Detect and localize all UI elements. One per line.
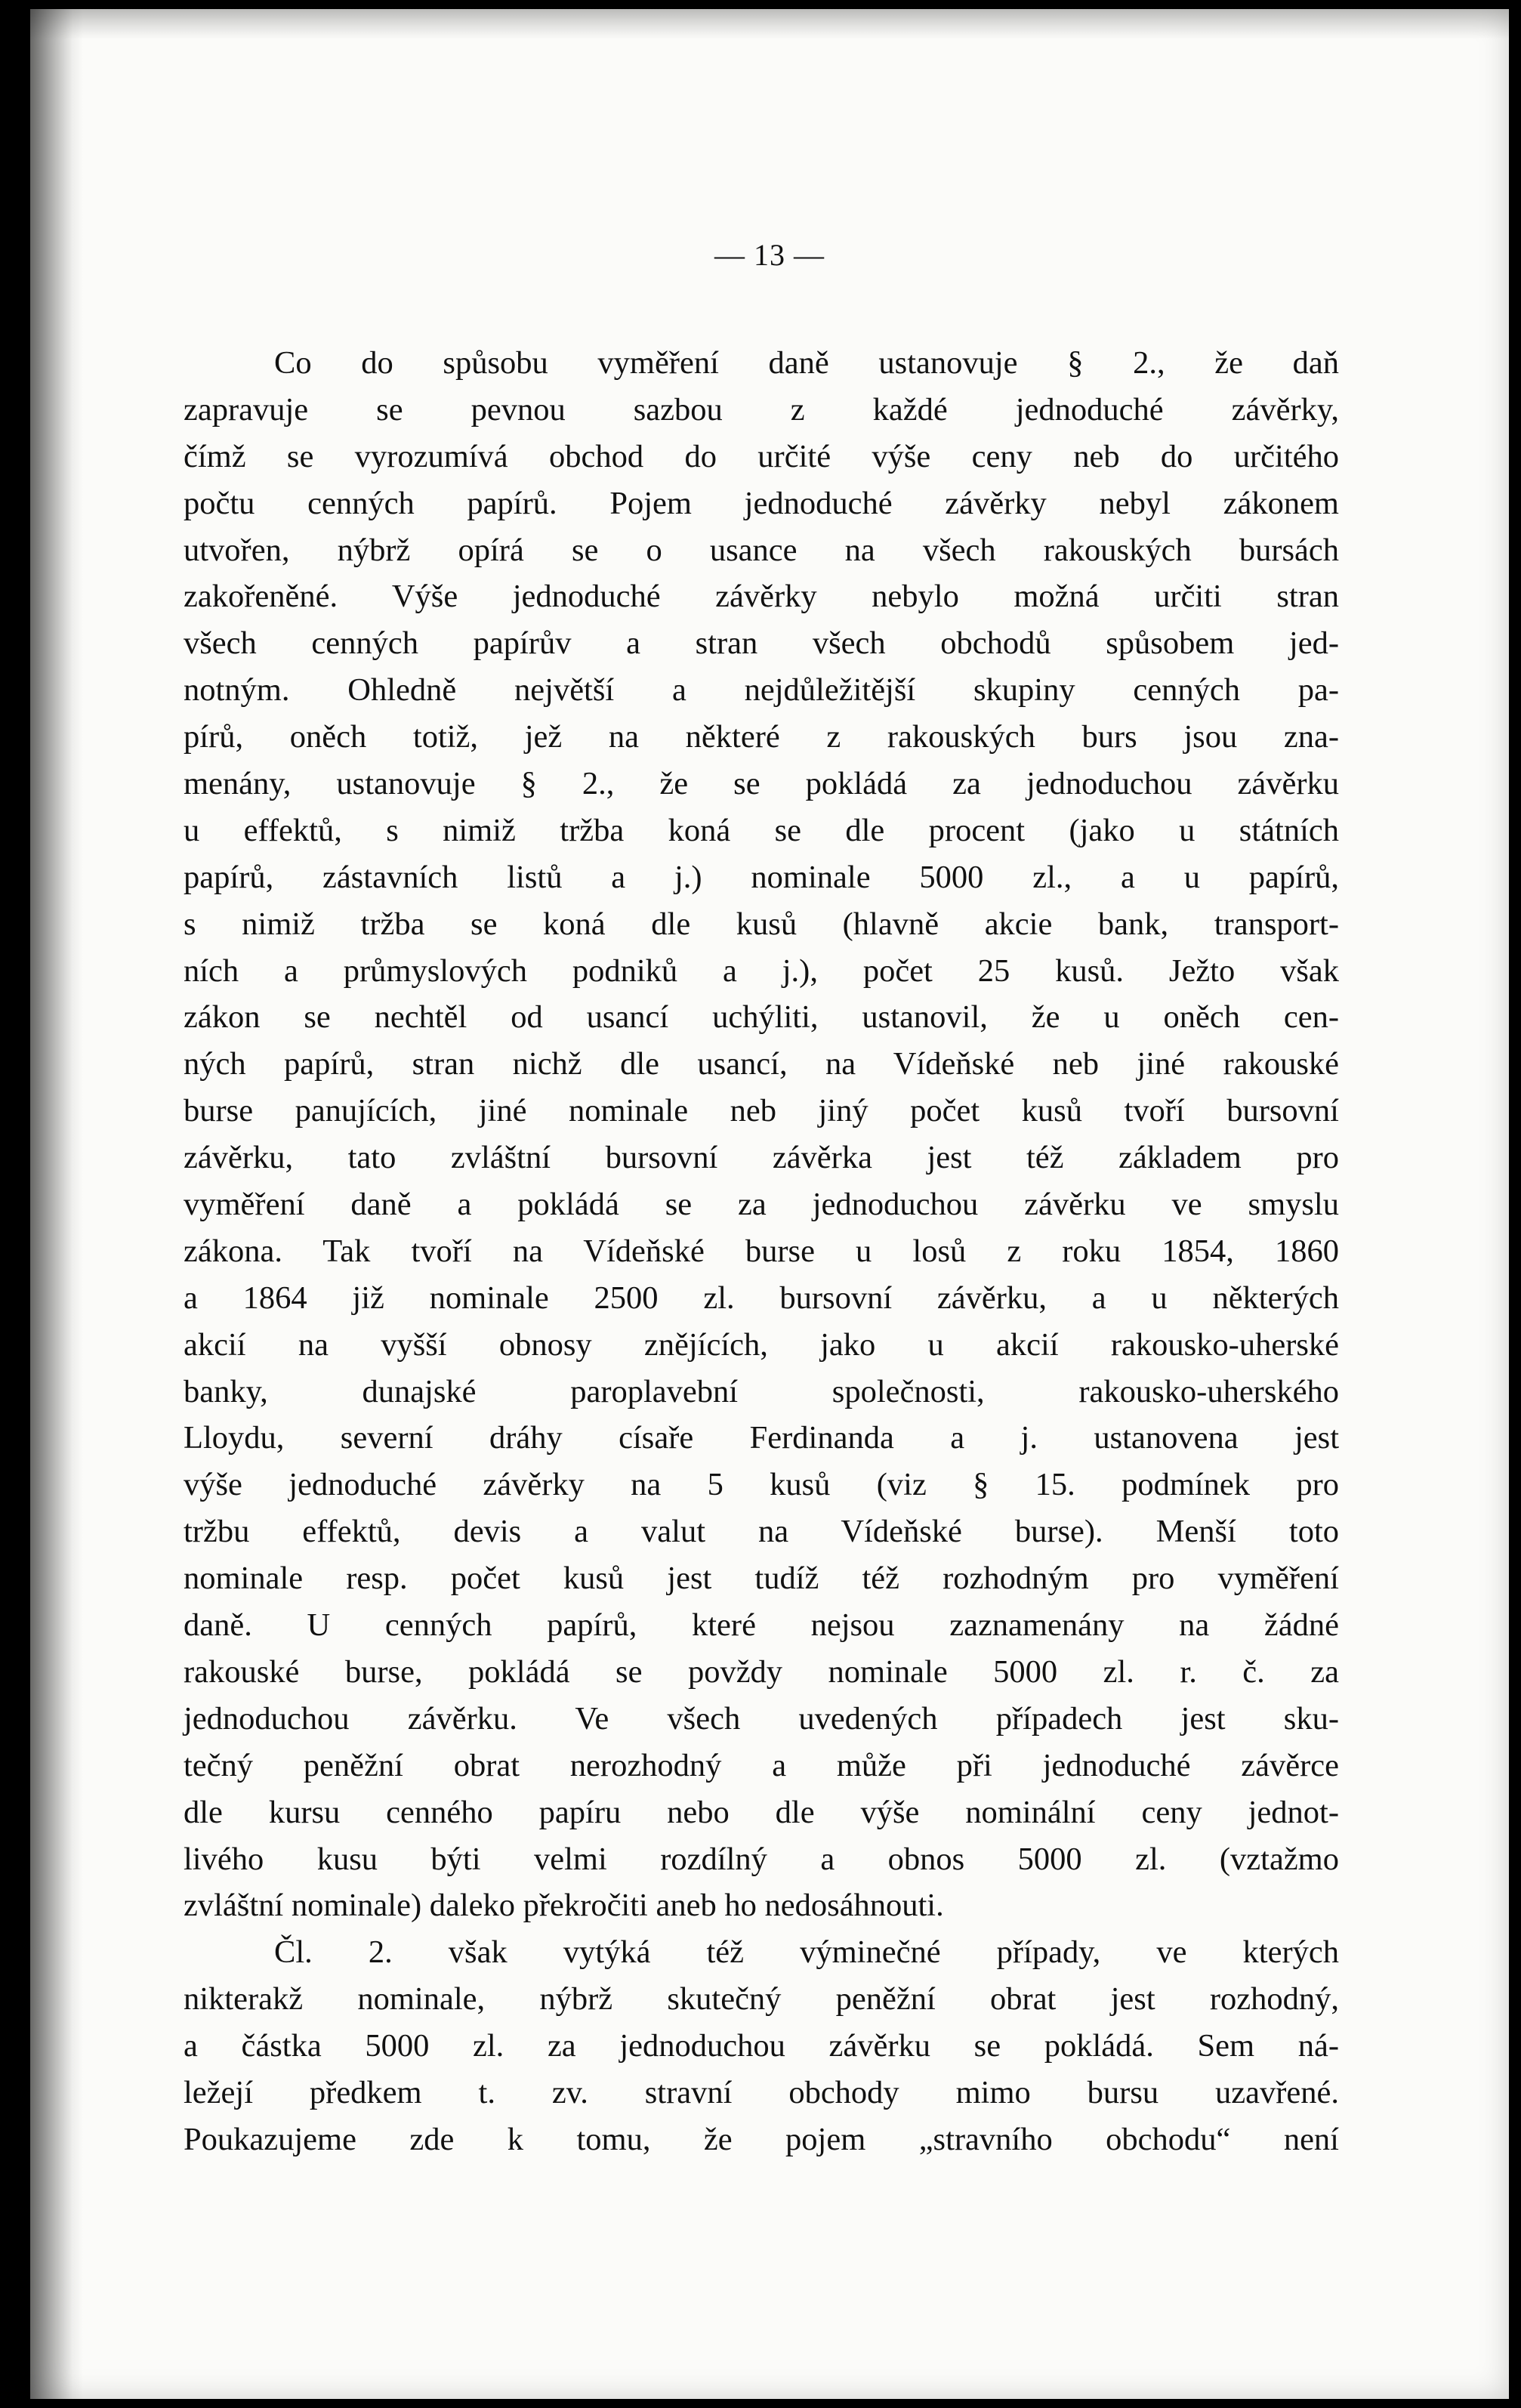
text-line: nikterakž nominale, nýbrž skutečný peněžní obrat jest rozhodný, [184,1981,1339,2017]
binding-shadow [30,9,83,2399]
text-line: Lloydu, severní dráhy císaře Ferdinanda a j. ustanovena jest [184,1420,1339,1456]
text-line: u effektů, s nimiž tržba koná se dle procent (jako u státních [184,812,1339,848]
text-line: daně. U cenných papírů, které nejsou zaznamenány na žádné [184,1607,1339,1644]
text-line: všech cenných papírův a stran všech obchodů spůsobem jed- [184,625,1339,662]
text-line: zákon se nechtěl od usancí uchýliti, ustanovil, že u oněch cen- [184,999,1339,1036]
text-line: zakořeněné. Výše jednoduché závěrky nebylo možná určiti stran [184,579,1339,615]
text-line: pírů, oněch totiž, jež na některé z rakouských burs jsou zna- [184,719,1339,755]
text-line: akcií na vyšší obnosy znějících, jako u akcií rakousko-uherské [184,1326,1339,1363]
text-line: závěrku, tato zvláštní bursovní závěrka jest též základem pro [184,1140,1339,1176]
text-line: ležejí předkem t. zv. stravní obchody mimo bursu uzavřené. [184,2074,1339,2110]
text-line: papírů, zástavních listů a j.) nominale 5000 zl., a u papírů, [184,859,1339,895]
text-line: dle kursu cenného papíru nebo dle výše nominální ceny jednot- [184,1794,1339,1830]
text-line: burse panujících, jiné nominale neb jiný počet kusů tvoří bursovní [184,1093,1339,1129]
text-line: a 1864 již nominale 2500 zl. bursovní závěrku, a u některých [184,1280,1339,1316]
text-line: rakouské burse, pokládá se povždy nominale 5000 zl. r. č. za [184,1653,1339,1690]
text-line: vyměření daně a pokládá se za jednoduchou závěrku ve smyslu [184,1187,1339,1223]
text-line: Co do spůsobu vyměření daně ustanovuje § 2., že daň [274,345,1339,381]
text-line: tečný peněžní obrat nerozhodný a může při jednoduché závěrce [184,1747,1339,1783]
text-line: s nimiž tržba se koná dle kusů (hlavně akcie bank, transport- [184,906,1339,942]
text-line: ních a průmyslových podniků a j.), počet 25 kusů. Ježto však [184,952,1339,989]
body-text [184,340,1339,2163]
text-line: a částka 5000 zl. za jednoduchou závěrku se pokládá. Sem ná- [184,2028,1339,2064]
paper-sheet [30,9,1509,2399]
text-line: nominale resp. počet kusů jest tudíž též rozhodným pro vyměření [184,1561,1339,1597]
text-line: zapravuje se pevnou sazbou z každé jednoduché závěrky, [184,391,1339,428]
text-line: livého kusu býti velmi rozdílný a obnos 5000 zl. (vztažmo [184,1841,1339,1877]
text-line: utvořen, nýbrž opírá se o usance na všech rakouských bursách [184,532,1339,568]
text-line: menány, ustanovuje § 2., že se pokládá za jednoduchou závěrku [184,766,1339,802]
text-line: notným. Ohledně největší a nejdůležitější skupiny cenných pa- [184,672,1339,709]
text-line: počtu cenných papírů. Pojem jednoduché závěrky nebyl zákonem [184,485,1339,521]
text-line: tržbu effektů, devis a valut na Vídeňské burse). Menší toto [184,1514,1339,1550]
text-line: Poukazujeme zde k tomu, že pojem „stravního obchodu“ není [184,2121,1339,2157]
text-line: banky, dunajské paroplavební společnosti, rakousko-uherského [184,1373,1339,1409]
top-shadow [30,9,1509,39]
text-line: ných papírů, stran nichž dle usancí, na Vídeňské neb jiné rakouské [184,1046,1339,1082]
text-line: čímž se vyrozumívá obchod do určité výše ceny neb do určitého [184,438,1339,474]
page-number: — 13 — [714,238,825,272]
text-line: výše jednoduché závěrky na 5 kusů (viz § 15. podmínek pro [184,1467,1339,1503]
text-line: zákona. Tak tvoří na Vídeňské burse u losů z roku 1854, 1860 [184,1233,1339,1269]
text-line: Čl. 2. však vytýká též výminečné případy, ve kterých [274,1934,1339,1971]
text-line: zvláštní nominale) daleko překročiti aneb ho nedosáhnouti. [184,1888,944,1924]
text-line: jednoduchou závěrku. Ve všech uvedených případech jest sku- [184,1700,1339,1737]
